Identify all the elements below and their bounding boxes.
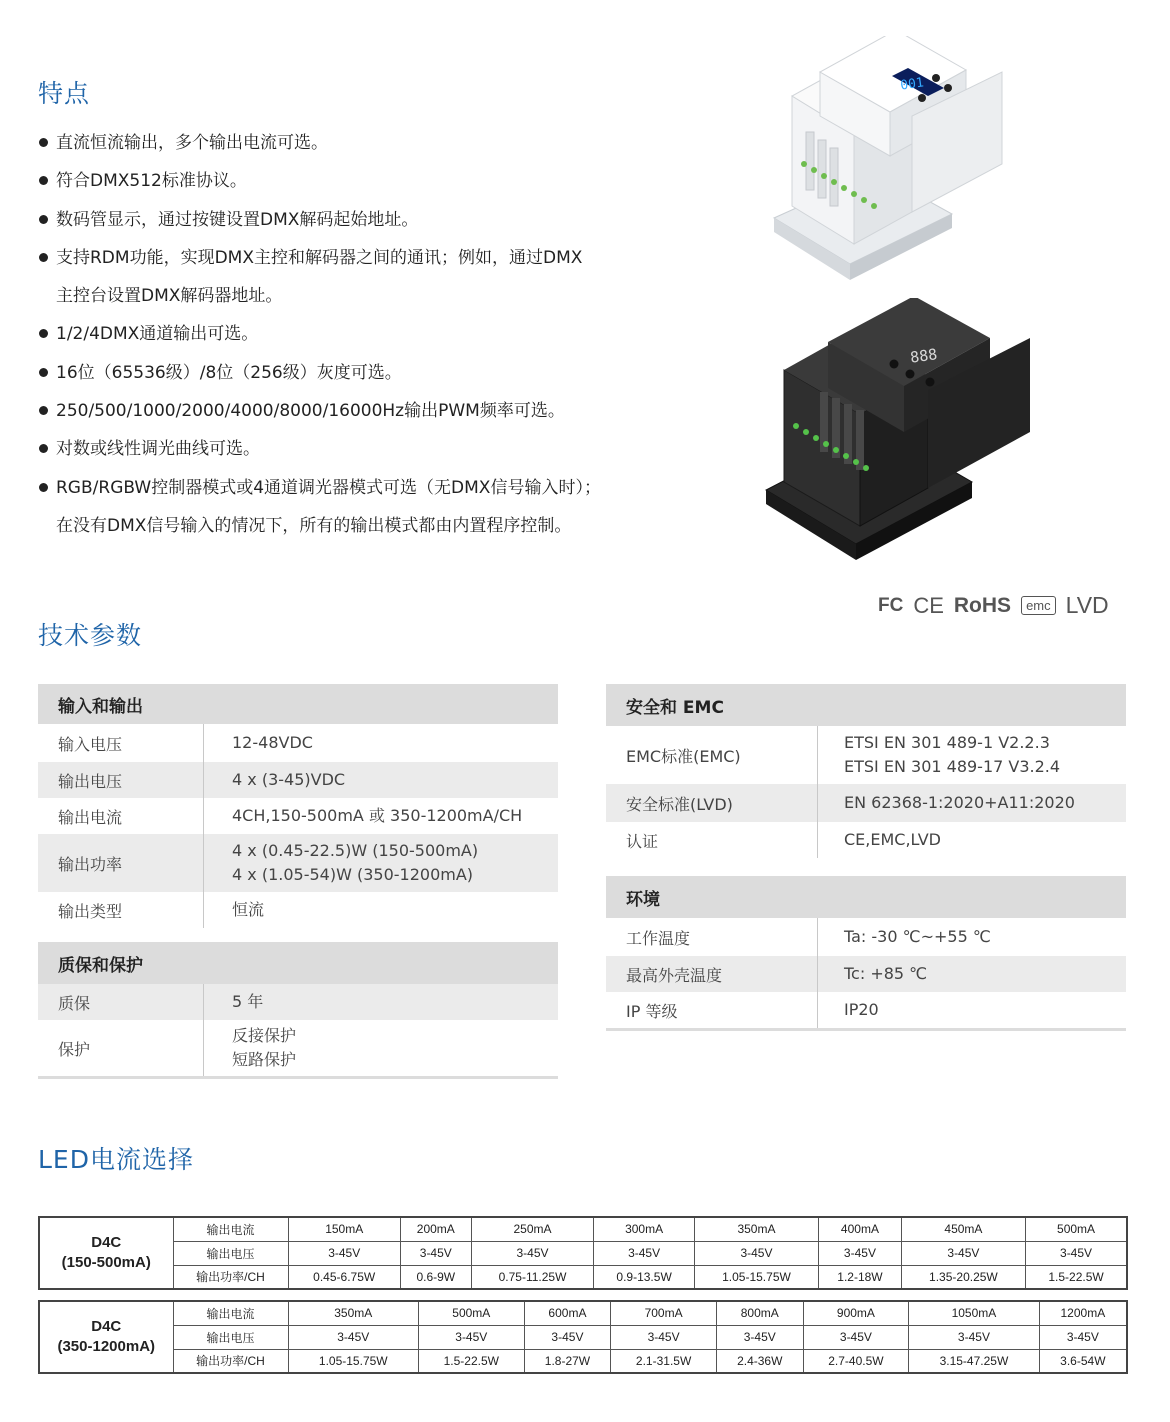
table-cell: 3-45V: [1026, 1241, 1127, 1265]
spec-value: IP20: [844, 1000, 879, 1019]
spec-value: 恒流: [232, 900, 265, 919]
lvd-logo: LVD: [1065, 592, 1109, 618]
table-cell: 300mA: [594, 1217, 694, 1241]
spec-table-right: [606, 684, 1126, 1031]
spec-row: [38, 892, 558, 928]
bullet-icon: [39, 406, 48, 415]
table-cell: 450mA: [901, 1217, 1025, 1241]
table-cell: 1.5-22.5W: [1026, 1265, 1127, 1289]
table-cell: 3-45V: [524, 1325, 611, 1349]
table-cell: 1.35-20.25W: [901, 1265, 1025, 1289]
table-cell: 1.05-15.75W: [694, 1265, 818, 1289]
spec-value: ETSI EN 301 489-1 V2.2.3: [844, 733, 1050, 752]
ce-logo: CE: [913, 592, 944, 618]
table-cell: 输出功率/CH: [173, 1265, 288, 1289]
spec-key: 输出电流: [38, 798, 204, 834]
table-cell: 150mA: [288, 1217, 400, 1241]
table-cell: 3-45V: [400, 1241, 471, 1265]
spec-value: [818, 918, 991, 956]
table-row: [39, 1217, 1127, 1241]
spec-value: 4CH,150-500mA 或 350-1200mA/CH: [232, 806, 523, 825]
spec-value: [204, 834, 478, 892]
table-cell: 3-45V: [803, 1325, 909, 1349]
table-cell: 3.15-47.25W: [909, 1349, 1040, 1373]
led-title: LED电流选择: [38, 1145, 194, 1174]
table-cell: 3-45V: [909, 1325, 1040, 1349]
table-row: [39, 1301, 1127, 1325]
table-row: [39, 1265, 1127, 1289]
table-cell: 输出电流: [173, 1217, 288, 1241]
spec-head: 安全和 EMC: [606, 684, 1126, 726]
table-cell: 3.6-54W: [1039, 1349, 1127, 1373]
feature-item: 直流恒流输出，多个输出电流可选。: [38, 124, 698, 162]
spec-row: [606, 956, 1126, 992]
feature-item: 250/500/1000/2000/4000/8000/16000Hz输出PWM频率可选。: [38, 392, 698, 430]
table-cell: 输出电压: [173, 1325, 288, 1349]
table-cell: 3-45V: [288, 1241, 400, 1265]
spec-key: EMC标准(EMC): [606, 726, 818, 784]
spec-row: [38, 724, 558, 762]
spec-row: [38, 834, 558, 892]
spec-key: 认证: [606, 822, 818, 858]
bullet-icon: [39, 253, 48, 262]
current-table-1: [38, 1216, 1128, 1290]
bullet-icon: [39, 215, 48, 224]
table-cell: 2.1-31.5W: [611, 1349, 717, 1373]
feature-list: [38, 124, 698, 545]
feature-item: 支持RDM功能，实现DMX主控和解码器之间的通讯；例如，通过DMX: [38, 239, 698, 277]
table-cell: 800mA: [716, 1301, 803, 1325]
table-cell: 0.9-13.5W: [594, 1265, 694, 1289]
table-cell: 500mA: [1026, 1217, 1127, 1241]
spec-key: 质保: [38, 984, 204, 1020]
bullet-icon: [39, 444, 48, 453]
spec-value: [204, 724, 313, 762]
spec-key: 最高外壳温度: [606, 956, 818, 992]
table-cell: 输出电压: [173, 1241, 288, 1265]
table-cell: 3-45V: [288, 1325, 419, 1349]
spec-key: 保护: [38, 1020, 204, 1076]
table-cell: 700mA: [611, 1301, 717, 1325]
feature-item: 符合DMX512标准协议。: [38, 162, 698, 200]
table-cell: 0.75-11.25W: [471, 1265, 594, 1289]
fc-logo: FC: [878, 594, 904, 616]
feature-item-continued: 主控台设置DMX解码器地址。: [56, 286, 283, 307]
spec-key: 输出电压: [38, 762, 204, 798]
spec-row: [606, 822, 1126, 858]
spec-value: 4 x (1.05-54)W (350-1200mA): [232, 865, 474, 884]
white-device-image: [762, 36, 1034, 288]
table-cell: 400mA: [819, 1217, 902, 1241]
table-cell: 输出功率/CH: [173, 1349, 288, 1373]
spec-value: 5 年: [232, 992, 264, 1011]
spec-value: [204, 984, 263, 1020]
feature-item: 16位（65536级）/8位（256级）灰度可选。: [38, 354, 698, 392]
spec-value: EN 62368-1:2020+A11:2020: [844, 793, 1075, 812]
current-table-2: [38, 1300, 1128, 1374]
table-cell: 0.6-9W: [400, 1265, 471, 1289]
spec-key: 输出类型: [38, 892, 204, 928]
bullet-icon: [39, 368, 48, 377]
spec-value: 反接保护: [232, 1026, 297, 1045]
certification-logos: [878, 592, 1109, 619]
spec-value: Ta: -30 ℃~+55 ℃: [844, 927, 991, 946]
spec-value: [818, 784, 1075, 822]
spec-key: 工作温度: [606, 918, 818, 956]
spec-value: [818, 992, 879, 1028]
table-row: [39, 1325, 1127, 1349]
spec-value: [204, 798, 522, 834]
spec-value: CE,EMC,LVD: [844, 830, 941, 849]
spec-value: [818, 726, 1060, 784]
spec-value: Tc: +85 ℃: [844, 964, 928, 983]
spec-row: [606, 918, 1126, 956]
table-row: [39, 1349, 1127, 1373]
table-cell: 0.45-6.75W: [288, 1265, 400, 1289]
table-cell: 600mA: [524, 1301, 611, 1325]
table-cell: 1.5-22.5W: [419, 1349, 525, 1373]
feature-item: 对数或线性调光曲线可选。: [38, 430, 698, 468]
model-cell: D4C (150-500mA): [39, 1217, 173, 1289]
spec-value: 4 x (0.45-22.5)W (150-500mA): [232, 841, 479, 860]
spec-value: [204, 1020, 296, 1076]
spec-value: 12-48VDC: [232, 733, 313, 752]
table-cell: 3-45V: [1039, 1325, 1127, 1349]
bullet-icon: [39, 138, 48, 147]
table-cell: 200mA: [400, 1217, 471, 1241]
table-cell: 3-45V: [471, 1241, 594, 1265]
table-cell: 3-45V: [694, 1241, 818, 1265]
table-cell: 1.05-15.75W: [288, 1349, 419, 1373]
table-cell: 350mA: [288, 1301, 419, 1325]
rohs-logo: RoHS: [953, 593, 1012, 617]
spec-key: IP 等级: [606, 992, 818, 1028]
spec-row: [38, 762, 558, 798]
feature-item-continued: 在没有DMX信号输入的情况下，所有的输出模式都由内置程序控制。: [56, 515, 572, 536]
feature-item: RGB/RGBW控制器模式或4通道调光器模式可选（无DMX信号输入时）；: [38, 469, 698, 507]
device-display: 888: [909, 345, 939, 367]
table-cell: 3-45V: [419, 1325, 525, 1349]
spec-table-left: [38, 684, 558, 1079]
table-cell: 输出电流: [173, 1301, 288, 1325]
feature-item: 1/2/4DMX通道输出可选。: [38, 315, 698, 353]
features-title: 特点: [38, 79, 91, 108]
spec-key: 输出功率: [38, 834, 204, 892]
table-cell: 3-45V: [901, 1241, 1025, 1265]
spec-row: [38, 1020, 558, 1076]
spec-value: [818, 822, 941, 858]
table-cell: 1050mA: [909, 1301, 1040, 1325]
spec-row: [606, 992, 1126, 1028]
bullet-icon: [39, 329, 48, 338]
device-display: 001: [899, 75, 925, 94]
spec-value: [204, 762, 345, 798]
model-cell: D4C (350-1200mA): [39, 1301, 173, 1373]
spec-row: [38, 984, 558, 1020]
table-cell: 3-45V: [611, 1325, 717, 1349]
table-cell: 2.4-36W: [716, 1349, 803, 1373]
spec-value: [818, 956, 927, 992]
spec-value: 4 x (3-45)VDC: [232, 770, 346, 789]
spec-value: 短路保护: [232, 1050, 297, 1069]
tech-title: 技术参数: [38, 621, 143, 650]
table-cell: 1.2-18W: [819, 1265, 902, 1289]
spec-head: 质保和保护: [38, 942, 558, 984]
black-device-image: [760, 298, 1060, 582]
spec-value: [204, 892, 264, 928]
spec-row: [606, 784, 1126, 822]
feature-item: 数码管显示，通过按键设置DMX解码起始地址。: [38, 201, 698, 239]
spec-value: ETSI EN 301 489-17 V3.2.4: [844, 757, 1061, 776]
table-cell: 350mA: [694, 1217, 818, 1241]
table-cell: 2.7-40.5W: [803, 1349, 909, 1373]
table-cell: 250mA: [471, 1217, 594, 1241]
table-row: [39, 1241, 1127, 1265]
table-cell: 3-45V: [594, 1241, 694, 1265]
table-cell: 3-45V: [716, 1325, 803, 1349]
bullet-icon: [39, 176, 48, 185]
spec-key: 安全标准(LVD): [606, 784, 818, 822]
table-cell: 1200mA: [1039, 1301, 1127, 1325]
table-cell: 900mA: [803, 1301, 909, 1325]
spec-row: [38, 798, 558, 834]
table-cell: 1.8-27W: [524, 1349, 611, 1373]
spec-row: [606, 726, 1126, 784]
table-cell: 3-45V: [819, 1241, 902, 1265]
emc-logo: emc: [1021, 596, 1056, 615]
table-cell: 500mA: [419, 1301, 525, 1325]
bullet-icon: [39, 483, 48, 492]
spec-head: 输入和输出: [38, 684, 558, 724]
spec-head: 环境: [606, 876, 1126, 918]
spec-key: 输入电压: [38, 724, 204, 762]
